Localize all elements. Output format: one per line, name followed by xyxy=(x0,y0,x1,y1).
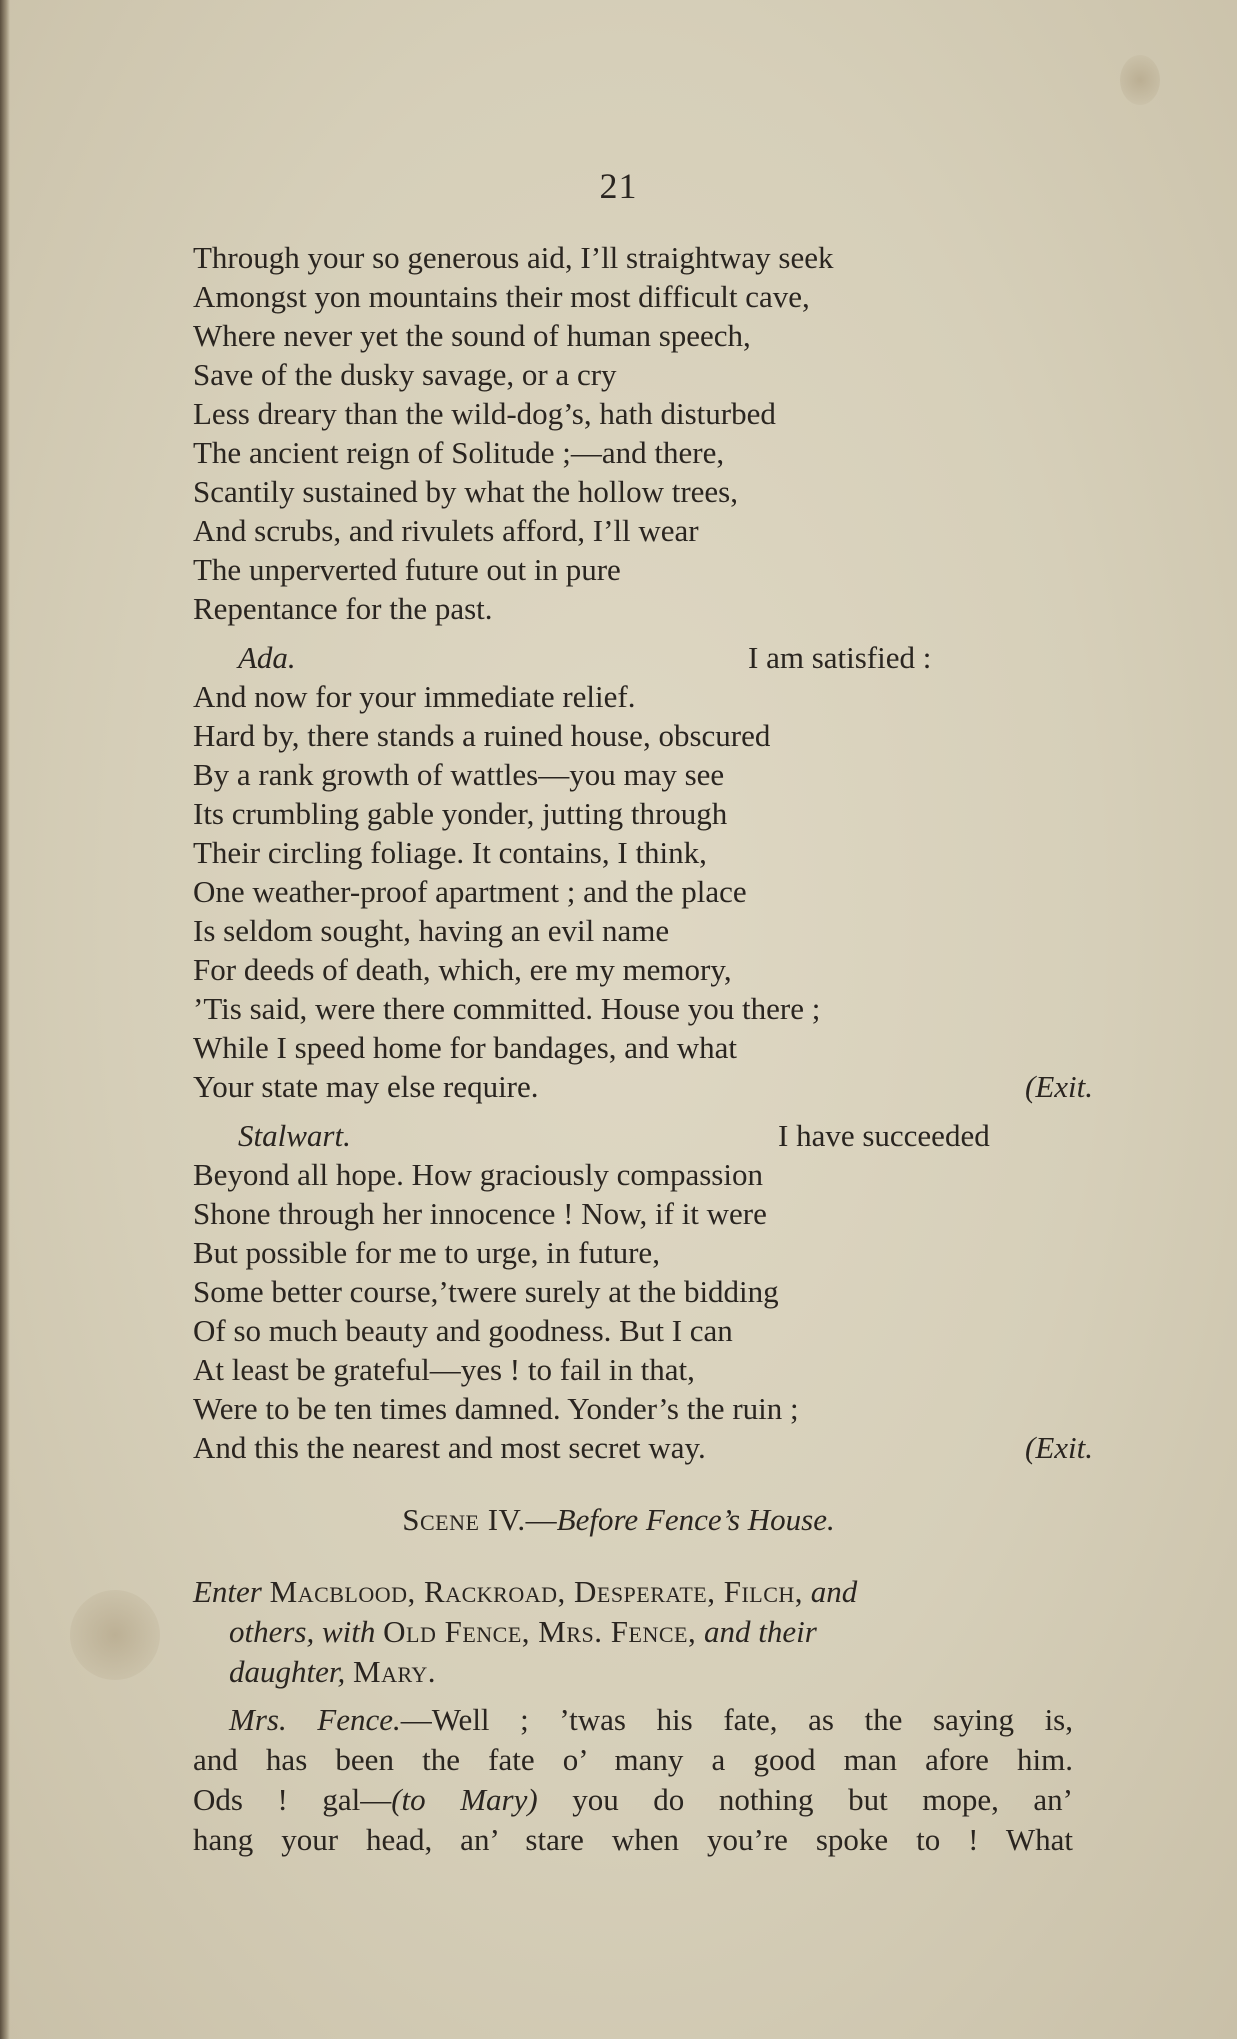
verse-line: Is seldom sought, having an evil name xyxy=(193,913,670,948)
speech-header-ada xyxy=(193,638,1093,677)
verse-line: Through your so generous aid, I’ll straightway seek xyxy=(193,240,834,275)
verse-line: Beyond all hope. How graciously compassion xyxy=(193,1157,763,1192)
page-number: 21 xyxy=(599,166,638,206)
scene-heading xyxy=(0,1500,1237,1540)
verse-line: I have succeeded xyxy=(778,1118,990,1153)
prose-line: hang your head, an’ stare when you’re spoke to ! What xyxy=(193,1822,1073,1857)
verse-line: I am satisfied : xyxy=(748,640,932,675)
stage-others: others, with xyxy=(229,1614,376,1649)
verse-line: Some better course,’twere surely at the bidding xyxy=(193,1274,779,1309)
verse-line: And now for your immediate relief. xyxy=(193,679,636,714)
verse-line: One weather-proof apartment ; and the place xyxy=(193,874,747,909)
stage-daughter: daughter, xyxy=(229,1654,346,1689)
prose-text: Ods ! gal— xyxy=(193,1782,392,1817)
verse-line: Where never yet the sound of human speech, xyxy=(193,318,751,353)
verse-line: By a rank growth of wattles—you may see xyxy=(193,757,725,792)
verse-line: But possible for me to urge, in future, xyxy=(193,1235,660,1270)
stage-and: and xyxy=(810,1574,858,1609)
verse-line: Shone through her innocence ! Now, if it were xyxy=(193,1196,767,1231)
speech-header-stalwart xyxy=(193,1116,1093,1155)
verse-line: At least be grateful—yes ! to fail in that, xyxy=(193,1352,695,1387)
verse-line: Less dreary than the wild-dog’s, hath disturbed xyxy=(193,396,776,431)
paper-stain xyxy=(1120,55,1160,105)
verse-line: For deeds of death, which, ere my memory, xyxy=(193,952,732,987)
stage-names: Macblood, Rackroad, Desperate, Filch, xyxy=(269,1574,804,1609)
prose-speech xyxy=(193,1700,1073,1860)
prose-line xyxy=(193,1700,1073,1740)
verse-line: Save of the dusky savage, or a cry xyxy=(193,357,617,392)
stage-mary: Mary. xyxy=(353,1654,437,1689)
verse-line-with-exit xyxy=(193,1428,1093,1467)
stage-line xyxy=(193,1612,1073,1652)
verse-line: Scantily sustained by what the hollow trees, xyxy=(193,474,738,509)
exit-direction: (Exit. xyxy=(1025,1069,1093,1104)
verse-line: Your state may else require. xyxy=(193,1069,539,1104)
stage-aside: (to Mary) xyxy=(391,1782,538,1817)
speaker-ada: Ada. xyxy=(238,640,296,675)
verse-line: Their circling foliage. It contains, I think, xyxy=(193,835,707,870)
verse-line: Amongst yon mountains their most difficult cave, xyxy=(193,279,810,314)
verse-line: The unperverted future out in pure xyxy=(193,552,621,587)
paper-stain xyxy=(70,1590,160,1680)
prose-text: —Well ; ’twas his fate, as the saying is, xyxy=(400,1702,1074,1737)
verse-line: The ancient reign of Solitude ;—and there, xyxy=(193,435,725,470)
verse-line: And scrubs, and rivulets afford, I’ll wear xyxy=(193,513,699,548)
stage-direction xyxy=(193,1572,1073,1692)
verse-line: Hard by, there stands a ruined house, obscured xyxy=(193,718,771,753)
scene-title: Before Fence’s House. xyxy=(556,1502,835,1537)
exit-direction: (Exit. xyxy=(1025,1430,1093,1465)
verse-line: ’Tis said, were there committed. House you there ; xyxy=(193,991,821,1026)
scene-dash: — xyxy=(525,1502,557,1537)
stage-names: Old Fence, Mrs. Fence, xyxy=(383,1614,697,1649)
verse-block xyxy=(193,238,1093,1467)
verse-line: While I speed home for bandages, and what xyxy=(193,1030,738,1065)
scene-label: Scene IV. xyxy=(402,1502,526,1537)
speaker-mrs-fence: Mrs. Fence. xyxy=(229,1702,401,1737)
verse-line: Were to be ten times damned. Yonder’s the ruin ; xyxy=(193,1391,799,1426)
prose-line: and has been the fate o’ many a good man afore him. xyxy=(193,1742,1073,1777)
verse-line-with-exit xyxy=(193,1067,1093,1106)
prose-text: you do nothing but mope, an’ xyxy=(572,1782,1073,1817)
speaker-stalwart: Stalwart. xyxy=(238,1118,351,1153)
stage-line xyxy=(193,1652,1073,1692)
verse-line: Its crumbling gable yonder, jutting through xyxy=(193,796,728,831)
prose-line xyxy=(193,1780,1073,1820)
page-edge-shadow xyxy=(0,0,10,2039)
verse-line: And this the nearest and most secret way. xyxy=(193,1430,706,1465)
stage-and-their: and their xyxy=(703,1614,817,1649)
verse-line: Of so much beauty and goodness. But I can xyxy=(193,1313,733,1348)
stage-line xyxy=(193,1572,1073,1612)
stage-enter: Enter xyxy=(193,1574,262,1609)
verse-line: Repentance for the past. xyxy=(193,591,493,626)
